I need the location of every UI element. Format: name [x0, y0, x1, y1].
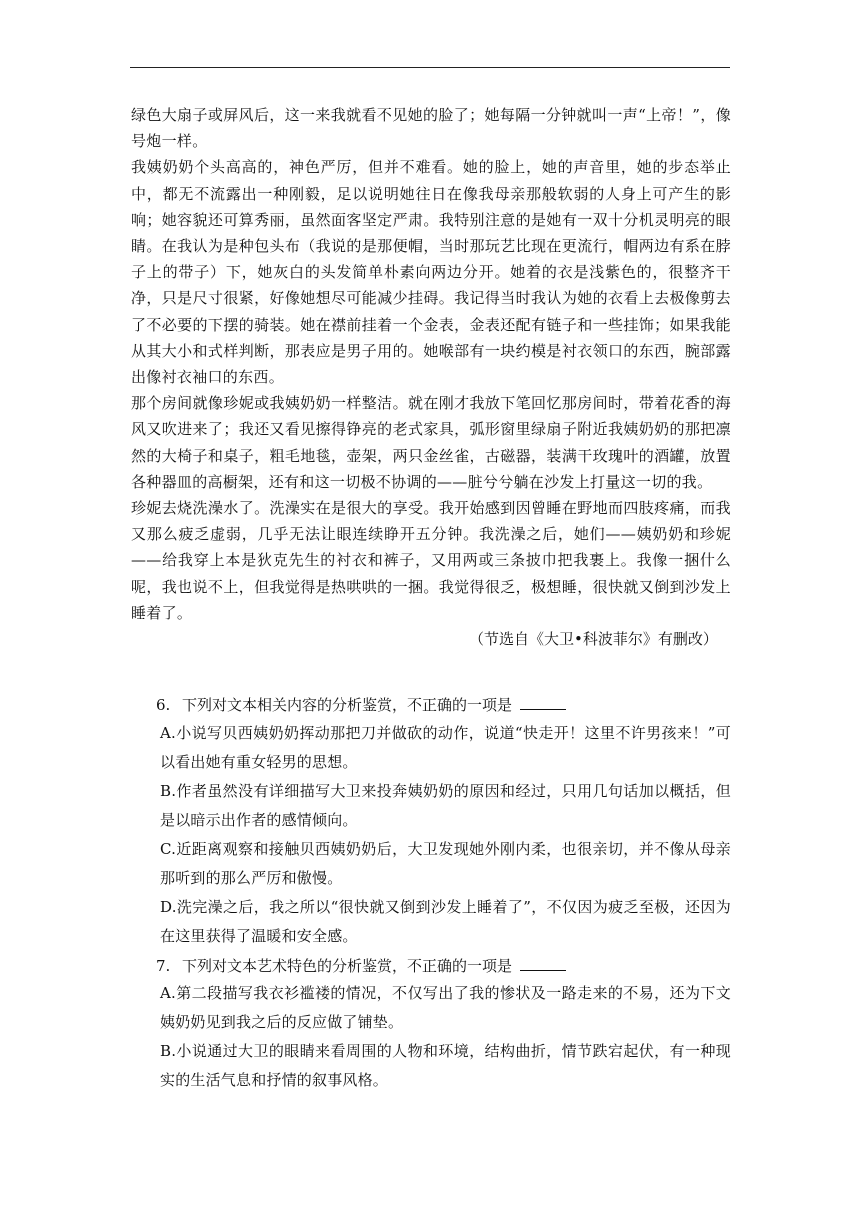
- reading-passage: [131, 102, 731, 652]
- question-number: 7.: [156, 956, 171, 975]
- question-text: 下列对文本相关内容的分析鉴赏，不正确的一项是: [182, 696, 513, 714]
- passage-paragraph: 我姨奶奶个头高高的，神色严厉，但并不难看。她的脸上，她的声音里，她的步态举止中，都无不流露出一种刚毅，足以说明她往日在像我母亲那般软弱的人身上可产生的影响；她容貌还可算秀丽，虽然面客坚定严肃。我特别注意的是她有一双十分机灵明亮的眼睛。在我认为是种包头布（我说的是那便帽，当时那玩艺比现在更流行，帽两边有系在脖子上的带子）下，她灰白的头发简单朴素向两边分开。她着的衣是浅紫色的，很整齐干净，只是尺寸很紧，好像她想尽可能减少挂碍。我记得当时我认为她的衣看上去极像剪去了不必要的下摆的骑装。她在襟前挂着一个金表，金表还配有链子和一些挂饰；如果我能从其大小和式样判断，那表应是男子用的。她喉部有一块约模是衬衣领口的东西，腕部露出像衬衣袖口的东西。: [131, 158, 731, 387]
- question-section: [156, 692, 731, 1095]
- option-a: A.小说写贝西姨奶奶挥动那把刀并做砍的动作，说道“快走开！这里不许男孩来！”可以看出她有重女轻男的思想。: [160, 723, 731, 771]
- question-6: [156, 692, 731, 951]
- question-stem: [156, 953, 731, 980]
- answer-blank: [520, 955, 566, 971]
- passage-paragraph: 珍妮去烧洗澡水了。洗澡实在是很大的享受。我开始感到因曾睡在野地而四肢疼痛，而我又那么疲乏虚弱，几乎无法让眼连续睁开五分钟。我洗澡之后，她们——姨奶奶和珍妮——给我穿上本是狄克先生的衬衣和裤子，又用两或三条披巾把我裹上。我像一捆什么呢，我也说不上，但我觉得是热哄哄的一捆。我觉得很乏，极想睡，很快就又倒到沙发上睡着了。: [131, 499, 731, 622]
- option-b: B.小说通过大卫的眼睛来看周围的人物和环境，结构曲折，情节跌宕起伏，有一种现实的生活气息和抒情的叙事风格。: [160, 1042, 731, 1089]
- passage-source: （节选自《大卫•科波菲尔》有删改）: [469, 630, 718, 649]
- answer-blank: [520, 694, 566, 710]
- passage-paragraph: 绿色大扇子或屏风后，这一来我就看不见她的脸了；她每隔一分钟就叫一声“上帝！”，像号炮一样。: [131, 106, 731, 151]
- question-stem: [156, 692, 731, 719]
- question-number: 6.: [156, 696, 171, 714]
- option-d: D.洗完澡之后，我之所以“很快就又倒到沙发上睡着了”，不仅因为疲乏至极，还因为在这里获得了温暖和安全感。: [160, 897, 731, 945]
- option-a: A.第二段描写我衣衫褴褛的情况，不仅写出了我的惨状及一路走来的不易，还为下文姨奶奶见到我之后的反应做了铺垫。: [160, 984, 731, 1031]
- passage-paragraph: 那个房间就像珍妮或我姨奶奶一样整洁。就在刚才我放下笔回忆那房间时，带着花香的海风又吹进来了；我还又看见擦得铮亮的老式家具，弧形窗里绿扇子附近我姨奶奶的那把凛然的大椅子和桌子，粗毛地毯，壶架，两只金丝雀，古磁器，装满干玫瑰叶的酒罐，放置各种器皿的高橱架，还有和这一切极不协调的——脏兮兮躺在沙发上打量这一切的我。: [131, 394, 731, 491]
- option-c: C.近距离观察和接触贝西姨奶奶后，大卫发现她外刚内柔，也很亲切，并不像从母亲那听到的那么严厉和傲慢。: [160, 839, 731, 887]
- option-b: B.作者虽然没有详细描写大卫来投奔姨奶奶的原因和经过，只用几句话加以概括，但是以暗示出作者的感情倾向。: [160, 781, 731, 829]
- question-7: [156, 953, 731, 1096]
- question-text: 下列对文本艺术特色的分析鉴赏，不正确的一项是: [182, 956, 513, 975]
- header-rule: [130, 67, 730, 68]
